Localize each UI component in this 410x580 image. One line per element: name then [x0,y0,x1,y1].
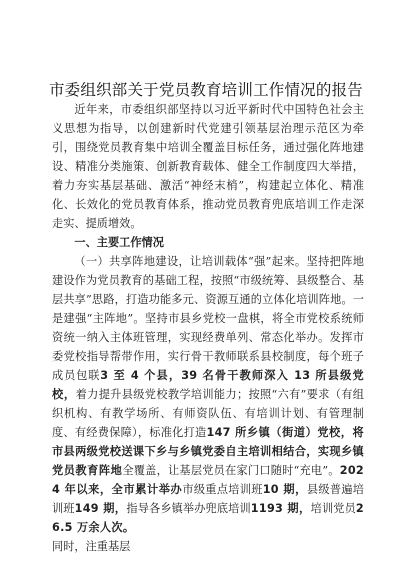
section-heading: 一、主要工作情况 [74,236,164,249]
document-body [52,100,364,556]
para-text: （一）共享阵地建设，让培训载体“强”起来。坚持把阵地建设作为党员教育的基础工程，按照“市级统筹、县级整合、基层共享”思路，打造功能多元、资源互通的立体化培训阵地。一是建强“主阵地”。坚持市县乡党校一盘棋，将全市党校系统师资统一纳入主体班管理，实现经费单列、常态化举办。发挥市委党校指导帮带作用，实行骨干教师联系县校制度，每个班子成员包联 [52,255,364,382]
para-bold-text: 10 期， [262,483,307,496]
para-bold-text: 149 期， [74,502,127,515]
para-text: 市级重点培训班 [182,483,263,496]
para-text: 指导各乡镇举办兜底培训 [126,502,251,515]
para-bold-text: 1193 期， [250,502,311,515]
para-bold-text: 2024 年以来，全市累计举办 [52,464,364,496]
para-bold-text: 147 所乡镇（街道）党校，将市县两级党校送课下乡与乡镇党委自主培训相结合，实现乡镇党员教育阵地 [52,426,365,477]
para-text: 着力提升县级党校教学培训能力；按照“六有”要求（有组织机构、有教学场所、有师资队伍、有培训计划、有管理制度、有经费保障），标准化打造 [52,388,364,439]
para-text: 培训党员 [310,502,356,515]
document-title: 市委组织部关于党员教育培训工作情况的报告 [48,81,363,99]
para-bold-text: 3 至 4 个县，39 名骨干教师深入 13 所县级党校， [52,369,364,401]
section-paragraph [52,252,364,537]
tail-text: 同时，注重基层 [52,540,131,553]
para-text: 全覆盖，让基层党员在家门口随时“充电”。 [122,464,340,477]
para-bold-text: 26.5 万余人次。 [52,502,364,534]
intro-paragraph: 近年来，市委组织部坚持以习近平新时代中国特色社会主义思想为指导，以创建新时代党建引领基层治理示范区为牵引，围绕党员教育集中培训全覆盖目标任务，通过强化阵地建设、精准分类施策、创新教育载体、健全工作制度四大举措，着力夯实基层基础、激活“神经末梢”，构建起立体化、精准化、长效化的党员教育体系，推动党员教育兜底培训工作走深走实、提质增效。 [52,103,364,230]
para-text: 县级普遍培训班 [52,483,364,515]
